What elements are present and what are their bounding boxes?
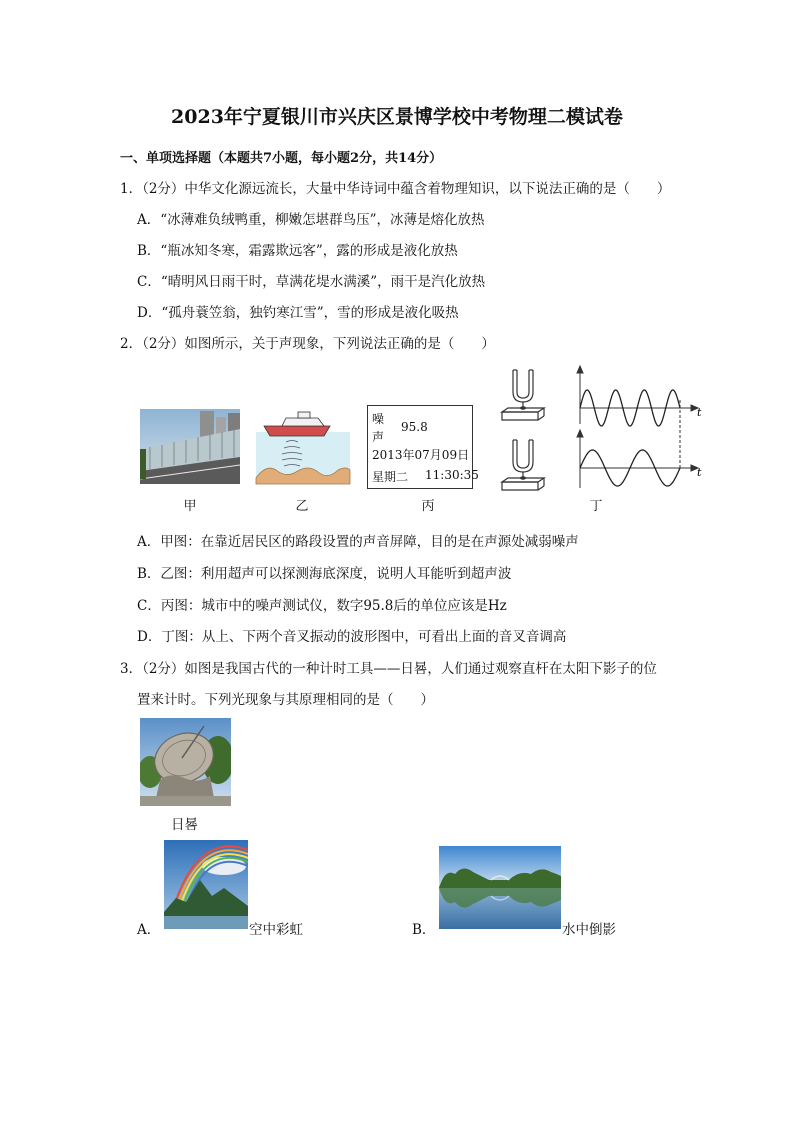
sundial-photo <box>140 718 231 806</box>
meter-weekday: 星期二 <box>372 470 409 484</box>
question-2-option-a: A．甲图：在靠近居民区的路段设置的声音屏障，目的是在声源处减弱噪声 <box>137 534 579 550</box>
figure-label-bing: 丙 <box>421 499 435 514</box>
noise-meter-display <box>367 405 479 489</box>
waveform-figure <box>572 364 706 490</box>
question-1-stem: 1．（2分）中华文化源远流长，大量中华诗词中蕴含着物理知识，以下说法正确的是（ ） <box>120 181 671 197</box>
question-1-option-b: B．“瓶冰知冬寒，霜露欺远客”，露的形成是液化放热 <box>137 243 458 259</box>
meter-label-top: 噪 <box>372 412 385 426</box>
meter-date: 2013年07月09日 <box>372 448 470 462</box>
tuning-forks-figure <box>498 366 548 502</box>
figure-label-ding: 丁 <box>589 499 603 514</box>
meter-time: 11:30:35 <box>425 468 479 482</box>
ship-sonar-figure <box>252 406 352 486</box>
question-1-option-a: A．“冰薄难负绒鸭重，柳嫩怎堪群鸟压”，冰薄是熔化放热 <box>137 212 485 228</box>
axis-label-t-top: t <box>697 406 702 419</box>
sound-barrier-photo <box>140 409 240 484</box>
question-3-option-a-letter: A． <box>137 922 161 938</box>
question-2-stem: 2．（2分）如图所示，关于声现象，下列说法正确的是（ ） <box>120 336 495 352</box>
question-3-option-a-caption: 空中彩虹 <box>249 922 303 938</box>
question-2-option-d: D．丁图：从上、下两个音叉振动的波形图中，可看出上面的音叉音调高 <box>137 629 567 645</box>
section-heading: 一、单项选择题（本题共7小题，每小题2分，共14分） <box>120 151 443 166</box>
meter-value: 95.8 <box>401 420 428 434</box>
question-3-stem-line1: 3．（2分）如图是我国古代的一种计时工具——日晷，人们通过观察直杆在太阳下影子的位 <box>120 661 657 677</box>
figure-label-jia: 甲 <box>183 499 197 514</box>
question-2-option-c: C．丙图：城市中的噪声测试仪，数字95.8后的单位应该是Hz <box>137 598 507 614</box>
axis-label-t-bottom: t <box>697 466 702 479</box>
meter-label-bottom: 声 <box>372 430 385 444</box>
question-3-option-b-caption: 水中倒影 <box>562 922 616 938</box>
question-3-stem-line2: 置来计时。下列光现象与其原理相同的是（ ） <box>137 692 434 708</box>
question-1-option-c: C．“晴明风日雨干时，草满花堤水满溪”，雨干是汽化放热 <box>137 274 486 290</box>
figure-label-yi: 乙 <box>295 499 309 514</box>
page-title: 2023年宁夏银川市兴庆区景博学校中考物理二模试卷 <box>171 106 623 128</box>
question-1-option-d: D．“孤舟蓑笠翁，独钓寒江雪”，雪的形成是液化吸热 <box>137 305 459 321</box>
question-2-option-b: B．乙图：利用超声可以探测海底深度，说明人耳能听到超声波 <box>137 566 512 582</box>
rainbow-photo <box>164 840 248 929</box>
sundial-caption: 日晷 <box>171 817 198 833</box>
reflection-photo <box>439 846 561 929</box>
question-3-option-b-letter: B． <box>412 922 436 938</box>
